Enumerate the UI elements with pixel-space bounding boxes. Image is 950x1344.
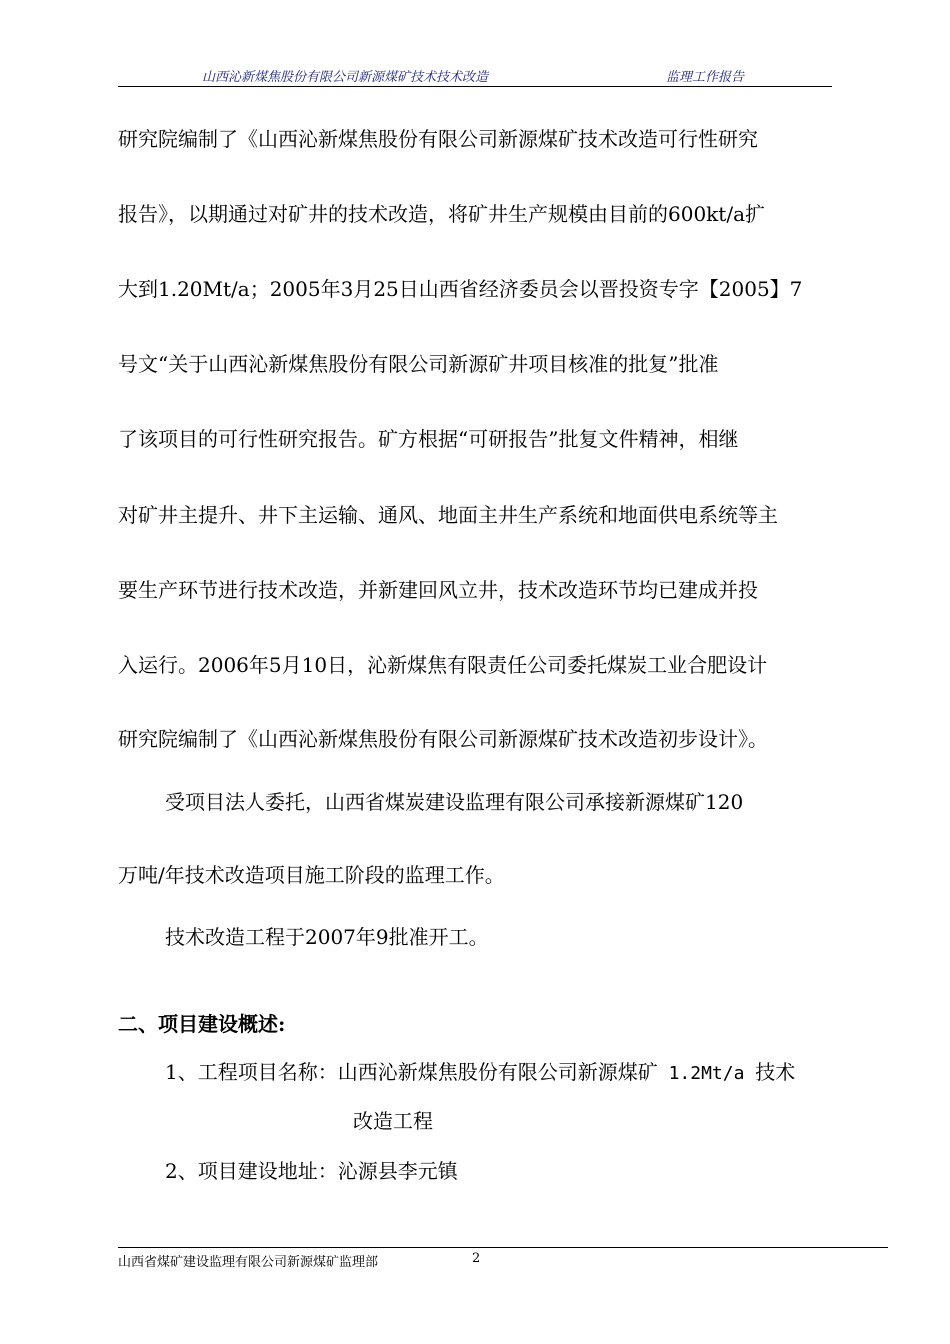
paragraph-line: 大到1.20Mt/a；2005年3月25日山西省经济委员会以晋投资专字【2005】7	[118, 277, 803, 301]
paragraph-line: 研究院编制了《山西沁新煤焦股份有限公司新源煤矿技术改造初步设计》。	[118, 727, 768, 751]
footer-organization: 山西省煤矿建设监理有限公司新源煤矿监理部	[118, 1255, 379, 1270]
paragraph-line: 万吨/年技术改造项目施工阶段的监理工作。	[118, 863, 505, 887]
list-item-continuation: 改造工程	[353, 1109, 433, 1133]
page-number: 2	[472, 1251, 481, 1266]
list-item-value-code: 1.2Mt/a	[657, 1063, 756, 1084]
header-report-type: 监理工作报告	[666, 70, 745, 85]
paragraph-line: 对矿井主提升、井下主运输、通风、地面主井生产系统和地面供电系统等主	[118, 503, 778, 527]
list-item	[165, 1060, 795, 1086]
list-item-value: 技术	[755, 1060, 796, 1084]
paragraph-line: 报告》，以期通过对矿井的技术改造，将矿井生产规模由目前的600kt/a扩	[118, 202, 765, 226]
section-heading: 二、项目建设概述:	[118, 1012, 286, 1036]
paragraph-line: 技术改造工程于2007年9批准开工。	[165, 925, 489, 949]
paragraph-line: 号文“关于山西沁新煤焦股份有限公司新源矿井项目核准的批复”批准	[118, 352, 719, 376]
header-title: 山西沁新煤焦股份有限公司新源煤矿技术技术改造	[202, 70, 489, 85]
list-item-value: 沁源县李元镇	[337, 1159, 458, 1183]
list-item-value: 山西沁新煤焦股份有限公司新源煤矿	[337, 1060, 658, 1084]
list-item	[165, 1159, 458, 1183]
paragraph-line: 入运行。2006年5月10日，沁新煤焦有限责任公司委托煤炭工业合肥设计	[118, 653, 768, 677]
paragraph-line: 要生产环节进行技术改造，并新建回风立井，技术改造环节均已建成并投	[118, 578, 758, 602]
list-item-label: 1、工程项目名称：	[165, 1060, 338, 1084]
paragraph-line: 研究院编制了《山西沁新煤焦股份有限公司新源煤矿技术改造可行性研究	[118, 127, 758, 151]
header-divider	[118, 86, 832, 87]
paragraph-line: 了该项目的可行性研究报告。矿方根据“可研报告”批复文件精神，相继	[118, 427, 739, 451]
list-item-label: 2、项目建设地址：	[165, 1159, 338, 1183]
footer-divider	[118, 1247, 888, 1248]
paragraph-line: 受项目法人委托，山西省煤炭建设监理有限公司承接新源煤矿120	[165, 790, 744, 814]
